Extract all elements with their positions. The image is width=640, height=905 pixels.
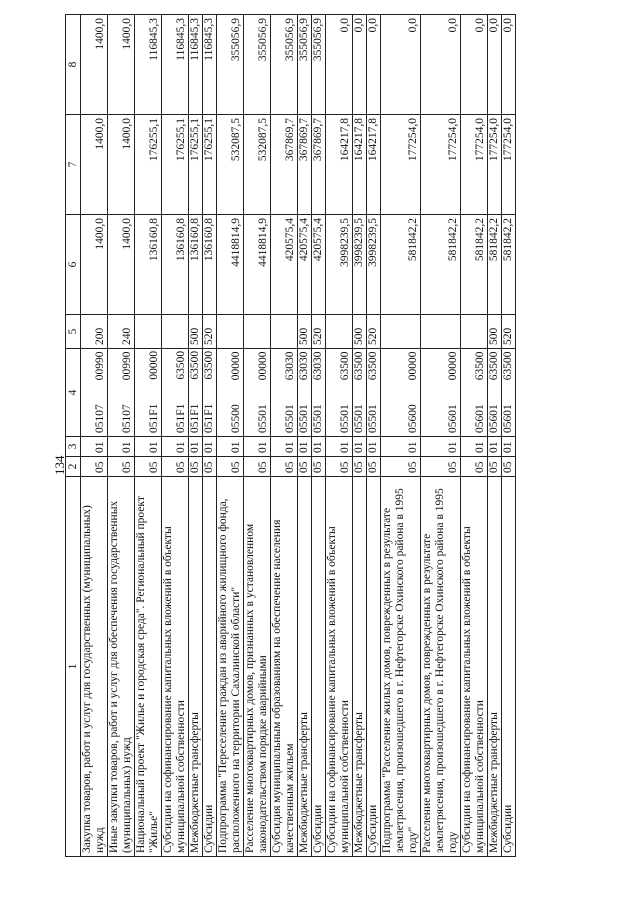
row-name-cell: Расселение многоквартирных домов, поврежденных в результате землетрясения, произошедшего в г. Нефтегорске Охинского района в 1995 году bbox=[421, 477, 461, 857]
section-code-cell: 05 bbox=[271, 457, 298, 477]
table-row bbox=[367, 15, 381, 857]
amount-col7-cell: 164217,8 bbox=[353, 115, 367, 215]
table-row bbox=[108, 15, 135, 857]
program-code: 051F1 bbox=[203, 403, 215, 433]
subsection-code-cell: 01 bbox=[108, 437, 135, 457]
row-name-cell: Расселение многоквартирных домов, признанных в установленном законодательством порядке аварийными bbox=[244, 477, 271, 857]
target-article-cell bbox=[421, 349, 461, 437]
amount-col6-cell: 420575,4 bbox=[312, 215, 326, 315]
amount-col6-cell: 420575,4 bbox=[298, 215, 312, 315]
expense-type-cell bbox=[326, 315, 353, 349]
amount-col6-cell: 581842,2 bbox=[502, 215, 516, 315]
amount-col7-cell: 1400,0 bbox=[108, 115, 135, 215]
target-article-cell bbox=[488, 349, 502, 437]
program-code: 051F1 bbox=[175, 403, 187, 433]
amount-col7-cell: 177254,0 bbox=[381, 115, 421, 215]
amount-col7-cell: 176255,1 bbox=[189, 115, 203, 215]
direction-code: 63500 bbox=[189, 350, 201, 380]
expense-type-cell bbox=[244, 315, 271, 349]
amount-col7-cell: 177254,0 bbox=[502, 115, 516, 215]
header-row bbox=[66, 15, 81, 857]
expense-type-cell: 500 bbox=[488, 315, 502, 349]
amount-col6-cell: 136160,8 bbox=[162, 215, 189, 315]
direction-code: 63030 bbox=[298, 351, 310, 381]
expense-type-cell bbox=[162, 315, 189, 349]
amount-col8-cell: 0,0 bbox=[381, 15, 421, 115]
subsection-code-cell: 01 bbox=[298, 437, 312, 457]
subsection-code-cell: 01 bbox=[421, 437, 461, 457]
expense-type-cell bbox=[381, 315, 421, 349]
direction-code: 00000 bbox=[407, 351, 419, 381]
subsection-code-cell: 01 bbox=[326, 437, 353, 457]
amount-col6-cell: 136160,8 bbox=[189, 215, 203, 315]
target-article-cell bbox=[353, 349, 367, 437]
column-header: 3 bbox=[66, 437, 81, 457]
target-article-cell bbox=[367, 349, 381, 437]
subsection-code-cell: 01 bbox=[162, 437, 189, 457]
page-number: 134 bbox=[52, 455, 67, 475]
subsection-code-cell: 01 bbox=[502, 437, 516, 457]
section-code-cell: 05 bbox=[421, 457, 461, 477]
amount-col6-cell: 4418814,9 bbox=[217, 215, 244, 315]
row-name-cell: Национальный проект "Жилье и городская среда". Региональный проект "Жилье" bbox=[135, 477, 162, 857]
direction-code: 00990 bbox=[94, 351, 106, 381]
target-article-cell bbox=[189, 349, 203, 437]
column-header: 1 bbox=[66, 477, 81, 857]
column-header: 4 bbox=[66, 349, 81, 437]
target-article-cell bbox=[271, 349, 298, 437]
section-code-cell: 05 bbox=[488, 457, 502, 477]
program-code: 05501 bbox=[353, 404, 365, 433]
row-name-cell: Подпрограмма "Переселение граждан из аварийного жилищного фонда, расположенного на территории Сахалинской области" bbox=[217, 477, 244, 857]
amount-col6-cell: 3998239,5 bbox=[353, 215, 367, 315]
amount-col6-cell: 1400,0 bbox=[108, 215, 135, 315]
expense-type-cell bbox=[271, 315, 298, 349]
table-row bbox=[312, 15, 326, 857]
target-article-cell bbox=[244, 349, 271, 437]
direction-code: 00990 bbox=[121, 351, 133, 381]
column-header: 8 bbox=[66, 15, 81, 115]
amount-col7-cell: 164217,8 bbox=[367, 115, 381, 215]
amount-col8-cell: 0,0 bbox=[353, 15, 367, 115]
direction-code: 00000 bbox=[148, 350, 160, 380]
program-code: 05501 bbox=[312, 404, 324, 433]
section-code-cell: 05 bbox=[244, 457, 271, 477]
table-row bbox=[461, 15, 488, 857]
direction-code: 63500 bbox=[353, 351, 365, 381]
section-code-cell: 05 bbox=[381, 457, 421, 477]
program-code: 05501 bbox=[284, 404, 296, 433]
row-name-cell: Субсидии bbox=[312, 477, 326, 857]
subsection-code-cell: 01 bbox=[203, 437, 217, 457]
amount-col7-cell: 532087,5 bbox=[244, 115, 271, 215]
row-name-cell: Межбюджетные трансферты bbox=[298, 477, 312, 857]
section-code-cell: 05 bbox=[108, 457, 135, 477]
target-article-cell bbox=[461, 349, 488, 437]
expense-type-cell: 500 bbox=[189, 315, 203, 349]
direction-code: 63500 bbox=[339, 351, 351, 381]
amount-col7-cell: 177254,0 bbox=[421, 115, 461, 215]
subsection-code-cell: 01 bbox=[353, 437, 367, 457]
subsection-code-cell: 01 bbox=[81, 437, 108, 457]
subsection-code-cell: 01 bbox=[217, 437, 244, 457]
row-name-cell: Субсидии на софинансирование капитальных вложений в объекты муниципальной собственности bbox=[326, 477, 353, 857]
table-row bbox=[244, 15, 271, 857]
budget-table bbox=[65, 14, 516, 857]
section-code-cell: 05 bbox=[217, 457, 244, 477]
section-code-cell: 05 bbox=[461, 457, 488, 477]
table-row bbox=[162, 15, 189, 857]
row-name-cell: Межбюджетные трансферты bbox=[353, 477, 367, 857]
amount-col7-cell: 176255,1 bbox=[135, 115, 162, 215]
target-article-cell bbox=[135, 349, 162, 437]
amount-col7-cell: 367869,7 bbox=[298, 115, 312, 215]
expense-type-cell bbox=[217, 315, 244, 349]
target-article-cell bbox=[108, 349, 135, 437]
program-code: 051F1 bbox=[189, 403, 201, 433]
subsection-code-cell: 01 bbox=[244, 437, 271, 457]
column-header: 5 bbox=[66, 315, 81, 349]
direction-code: 00000 bbox=[447, 351, 459, 381]
amount-col7-cell: 177254,0 bbox=[461, 115, 488, 215]
section-code-cell: 05 bbox=[298, 457, 312, 477]
amount-col7-cell: 1400,0 bbox=[81, 115, 108, 215]
expense-type-cell bbox=[421, 315, 461, 349]
direction-code: 63500 bbox=[502, 351, 514, 381]
row-name-cell: Закупка товаров, работ и услуг для государственных (муниципальных) нужд bbox=[81, 477, 108, 857]
expense-type-cell: 520 bbox=[203, 315, 217, 349]
subsection-code-cell: 01 bbox=[271, 437, 298, 457]
direction-code: 63500 bbox=[474, 351, 486, 381]
row-name-cell: Иные закупки товаров, работ и услуг для обеспечения государственных (муниципальных) нужд bbox=[108, 477, 135, 857]
amount-col8-cell: 1400,0 bbox=[81, 15, 108, 115]
row-name-cell: Субсидии bbox=[502, 477, 516, 857]
expense-type-cell: 200 bbox=[81, 315, 108, 349]
program-code: 05601 bbox=[447, 404, 459, 433]
amount-col8-cell: 0,0 bbox=[461, 15, 488, 115]
target-article-cell bbox=[298, 349, 312, 437]
direction-code: 63030 bbox=[312, 351, 324, 381]
program-code: 05501 bbox=[298, 404, 310, 433]
direction-code: 63030 bbox=[284, 351, 296, 381]
target-article-cell bbox=[502, 349, 516, 437]
program-code: 05601 bbox=[502, 404, 514, 433]
table-row bbox=[381, 15, 421, 857]
row-name-cell: Субсидия муниципальным образованиям на обеспечение населения качественным жильем bbox=[271, 477, 298, 857]
program-code: 05601 bbox=[488, 404, 500, 433]
row-name-cell: Межбюджетные трансферты bbox=[189, 477, 203, 857]
row-name-cell: Субсидии на софинансирование капитальных вложений в объекты муниципальной собственности bbox=[162, 477, 189, 857]
amount-col8-cell: 355056,9 bbox=[312, 15, 326, 115]
program-code: 05601 bbox=[474, 404, 486, 433]
target-article-cell bbox=[312, 349, 326, 437]
amount-col8-cell: 116845,3 bbox=[203, 15, 217, 115]
program-code: 05107 bbox=[94, 404, 106, 433]
program-code: 05501 bbox=[339, 404, 351, 433]
subsection-code-cell: 01 bbox=[381, 437, 421, 457]
row-name-cell: Межбюджетные трансферты bbox=[488, 477, 502, 857]
target-article-cell bbox=[217, 349, 244, 437]
amount-col8-cell: 355056,9 bbox=[217, 15, 244, 115]
table-row bbox=[502, 15, 516, 857]
table-body bbox=[81, 15, 516, 857]
table-row bbox=[189, 15, 203, 857]
expense-type-cell: 240 bbox=[108, 315, 135, 349]
amount-col8-cell: 355056,9 bbox=[298, 15, 312, 115]
amount-col6-cell: 581842,2 bbox=[381, 215, 421, 315]
section-code-cell: 05 bbox=[502, 457, 516, 477]
program-code: 05501 bbox=[367, 404, 379, 433]
section-code-cell: 05 bbox=[326, 457, 353, 477]
expense-type-cell: 520 bbox=[312, 315, 326, 349]
direction-code: 63500 bbox=[203, 350, 215, 380]
amount-col8-cell: 116845,3 bbox=[189, 15, 203, 115]
expense-type-cell: 520 bbox=[367, 315, 381, 349]
section-code-cell: 05 bbox=[81, 457, 108, 477]
amount-col7-cell: 532087,5 bbox=[217, 115, 244, 215]
section-code-cell: 05 bbox=[312, 457, 326, 477]
target-article-cell bbox=[162, 349, 189, 437]
amount-col6-cell: 581842,2 bbox=[488, 215, 502, 315]
amount-col8-cell: 0,0 bbox=[326, 15, 353, 115]
section-code-cell: 05 bbox=[135, 457, 162, 477]
target-article-cell bbox=[326, 349, 353, 437]
amount-col8-cell: 0,0 bbox=[488, 15, 502, 115]
table-row bbox=[81, 15, 108, 857]
subsection-code-cell: 01 bbox=[488, 437, 502, 457]
table-row bbox=[271, 15, 298, 857]
section-code-cell: 05 bbox=[203, 457, 217, 477]
amount-col8-cell: 355056,9 bbox=[271, 15, 298, 115]
table-row bbox=[326, 15, 353, 857]
amount-col7-cell: 367869,7 bbox=[312, 115, 326, 215]
amount-col6-cell: 136160,8 bbox=[135, 215, 162, 315]
amount-col8-cell: 0,0 bbox=[421, 15, 461, 115]
amount-col8-cell: 1400,0 bbox=[108, 15, 135, 115]
target-article-cell bbox=[81, 349, 108, 437]
column-header: 6 bbox=[66, 215, 81, 315]
amount-col6-cell: 420575,4 bbox=[271, 215, 298, 315]
subsection-code-cell: 01 bbox=[461, 437, 488, 457]
column-header: 7 bbox=[66, 115, 81, 215]
column-header: 2 bbox=[66, 457, 81, 477]
amount-col7-cell: 367869,7 bbox=[271, 115, 298, 215]
amount-col6-cell: 3998239,5 bbox=[367, 215, 381, 315]
target-article-cell bbox=[381, 349, 421, 437]
section-code-cell: 05 bbox=[189, 457, 203, 477]
amount-col8-cell: 0,0 bbox=[367, 15, 381, 115]
subsection-code-cell: 01 bbox=[135, 437, 162, 457]
direction-code: 63500 bbox=[488, 351, 500, 381]
program-code: 05501 bbox=[257, 404, 269, 433]
row-name-cell: Субсидии bbox=[203, 477, 217, 857]
amount-col7-cell: 164217,8 bbox=[326, 115, 353, 215]
section-code-cell: 05 bbox=[353, 457, 367, 477]
amount-col8-cell: 0,0 bbox=[502, 15, 516, 115]
amount-col7-cell: 177254,0 bbox=[488, 115, 502, 215]
expense-type-cell: 520 bbox=[502, 315, 516, 349]
subsection-code-cell: 01 bbox=[189, 437, 203, 457]
amount-col6-cell: 581842,2 bbox=[461, 215, 488, 315]
subsection-code-cell: 01 bbox=[312, 437, 326, 457]
table-row bbox=[298, 15, 312, 857]
table-row bbox=[488, 15, 502, 857]
section-code-cell: 05 bbox=[367, 457, 381, 477]
row-name-cell: Субсидии bbox=[367, 477, 381, 857]
expense-type-cell bbox=[461, 315, 488, 349]
program-code: 05500 bbox=[230, 404, 242, 433]
expense-type-cell: 500 bbox=[298, 315, 312, 349]
row-name-cell: Подпрограмма "Расселение жилых домов, поврежденных в результате землетрясения, произошедшего в г. Нефтегорске Охинского района в 1995 году" bbox=[381, 477, 421, 857]
amount-col6-cell: 136160,8 bbox=[203, 215, 217, 315]
amount-col6-cell: 4418814,9 bbox=[244, 215, 271, 315]
amount-col8-cell: 116845,3 bbox=[162, 15, 189, 115]
direction-code: 00000 bbox=[230, 351, 242, 381]
amount-col6-cell: 1400,0 bbox=[81, 215, 108, 315]
amount-col6-cell: 581842,2 bbox=[421, 215, 461, 315]
expense-type-cell bbox=[135, 315, 162, 349]
row-name-cell: Субсидии на софинансирование капитальных вложений в объекты муниципальной собственности bbox=[461, 477, 488, 857]
amount-col8-cell: 355056,9 bbox=[244, 15, 271, 115]
subsection-code-cell: 01 bbox=[367, 437, 381, 457]
section-code-cell: 05 bbox=[162, 457, 189, 477]
amount-col8-cell: 116845,3 bbox=[135, 15, 162, 115]
amount-col6-cell: 3998239,5 bbox=[326, 215, 353, 315]
amount-col7-cell: 176255,1 bbox=[162, 115, 189, 215]
table-row bbox=[353, 15, 367, 857]
table-row bbox=[203, 15, 217, 857]
direction-code: 00000 bbox=[257, 351, 269, 381]
direction-code: 63500 bbox=[367, 351, 379, 381]
table-row bbox=[421, 15, 461, 857]
table-row bbox=[135, 15, 162, 857]
table-row bbox=[217, 15, 244, 857]
expense-type-cell: 500 bbox=[353, 315, 367, 349]
target-article-cell bbox=[203, 349, 217, 437]
program-code: 05107 bbox=[121, 404, 133, 433]
direction-code: 63500 bbox=[175, 350, 187, 380]
program-code: 05600 bbox=[407, 404, 419, 433]
program-code: 051F1 bbox=[148, 403, 160, 433]
amount-col7-cell: 176255,1 bbox=[203, 115, 217, 215]
